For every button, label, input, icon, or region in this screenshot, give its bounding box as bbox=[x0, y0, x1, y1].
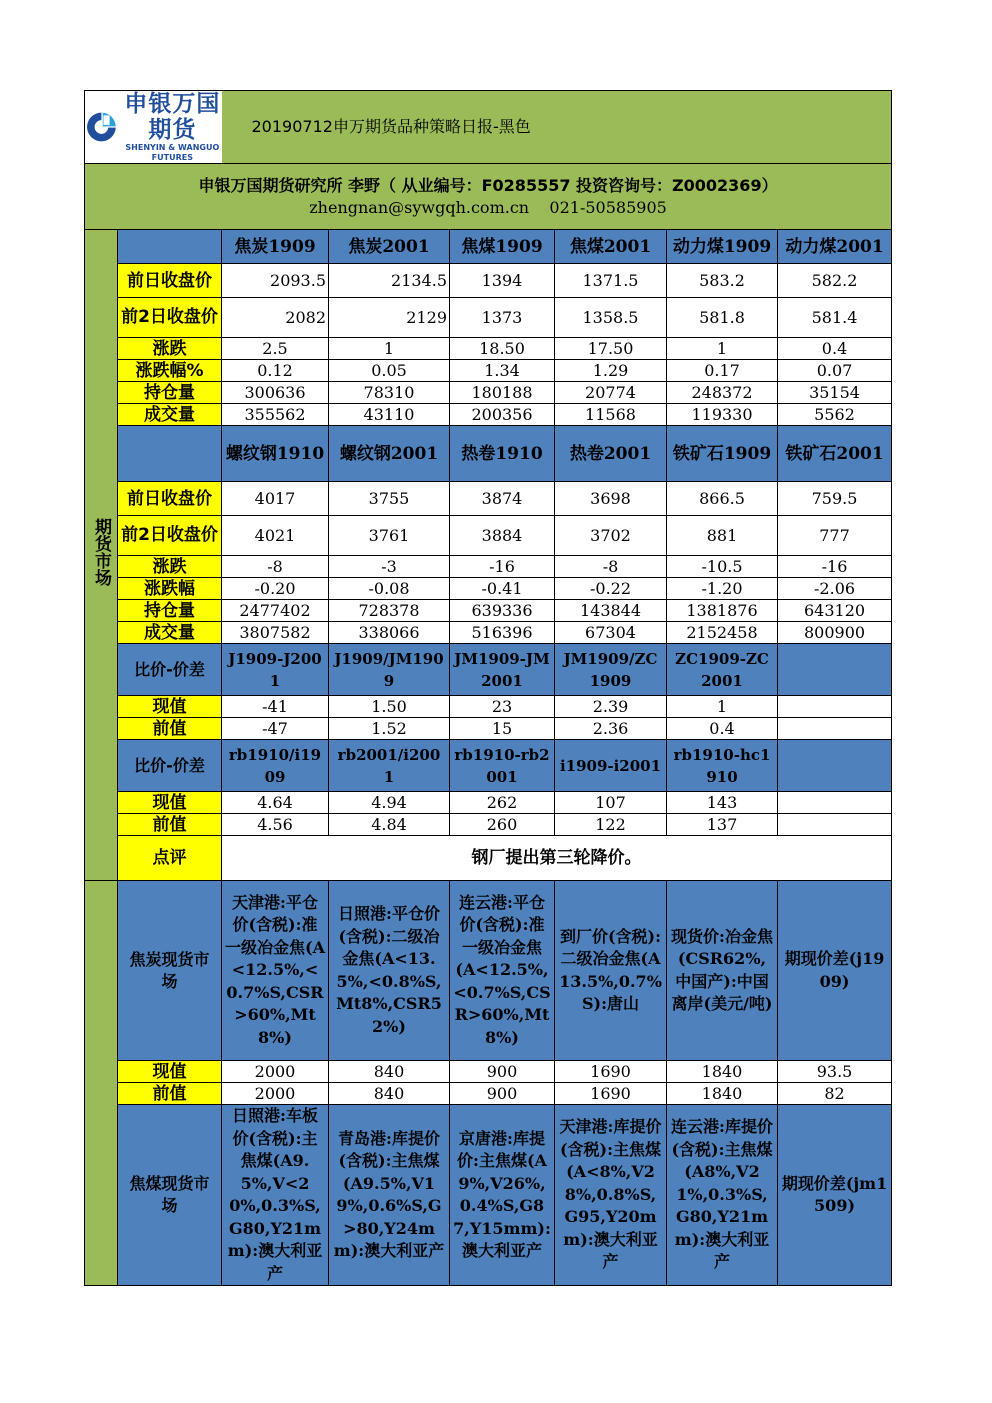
data-cell: 1394 bbox=[450, 264, 555, 298]
data-cell: 122 bbox=[555, 814, 667, 836]
data-cell: 338066 bbox=[329, 622, 450, 644]
contract-header: 铁矿石1909 bbox=[667, 426, 778, 482]
data-cell: 3884 bbox=[450, 516, 555, 556]
spread-header: rb1910/i1909 bbox=[222, 740, 329, 792]
author-line: 申银万国期货研究所 李野（ 从业编号：F0285557 投资咨询号：Z0002369） bbox=[198, 175, 778, 195]
data-cell: -16 bbox=[778, 556, 892, 578]
spot-header: 青岛港:库提价(含税):主焦煤(A9.5%,V19%,0.6%S,G>80,Y24mm):澳大利亚产 bbox=[329, 1105, 450, 1286]
contract-header: 焦煤1909 bbox=[450, 230, 555, 264]
spot-header: 天津港:库提价(含税):主焦煤(A<8%,V28%,0.8%S,G95,Y20mm):澳大利亚产 bbox=[555, 1105, 667, 1286]
data-cell: 262 bbox=[450, 792, 555, 814]
row-label: 持仓量 bbox=[118, 600, 222, 622]
data-cell: 3755 bbox=[329, 482, 450, 516]
spread-label: 比价-价差 bbox=[118, 644, 222, 696]
spot-header: 天津港:平仓价(含税):准一级冶金焦(A<12.5%,<0.7%S,CSR>60%,Mt8%) bbox=[222, 881, 329, 1061]
row-label: 前值 bbox=[118, 718, 222, 740]
row-label: 现值 bbox=[118, 696, 222, 718]
data-cell: 93.5 bbox=[778, 1061, 892, 1083]
data-cell: 0.4 bbox=[667, 718, 778, 740]
data-cell: 516396 bbox=[450, 622, 555, 644]
data-cell: 23 bbox=[450, 696, 555, 718]
table-row bbox=[85, 836, 892, 881]
data-cell: 2477402 bbox=[222, 600, 329, 622]
data-cell: 4.94 bbox=[329, 792, 450, 814]
data-cell: 3874 bbox=[450, 482, 555, 516]
data-cell: 2000 bbox=[222, 1061, 329, 1083]
data-cell: 1.52 bbox=[329, 718, 450, 740]
data-cell: -8 bbox=[555, 556, 667, 578]
data-cell: 3761 bbox=[329, 516, 450, 556]
author-contact-cell bbox=[85, 164, 892, 230]
row-label: 成交量 bbox=[118, 622, 222, 644]
table-row bbox=[85, 1061, 892, 1083]
table-row bbox=[85, 164, 892, 230]
data-cell: 3807582 bbox=[222, 622, 329, 644]
data-cell: 11568 bbox=[555, 404, 667, 426]
data-cell: 143844 bbox=[555, 600, 667, 622]
contract-header: 螺纹钢2001 bbox=[329, 426, 450, 482]
data-cell: 583.2 bbox=[667, 264, 778, 298]
row-label: 持仓量 bbox=[118, 382, 222, 404]
data-cell: 777 bbox=[778, 516, 892, 556]
spread-header bbox=[778, 740, 892, 792]
data-cell: 15 bbox=[450, 718, 555, 740]
spot-label: 焦炭现货市场 bbox=[118, 881, 222, 1061]
data-cell: 1.34 bbox=[450, 360, 555, 382]
data-cell: 4017 bbox=[222, 482, 329, 516]
spread-header: JM1909-JM2001 bbox=[450, 644, 555, 696]
data-cell: 2.39 bbox=[555, 696, 667, 718]
data-cell: 1381876 bbox=[667, 600, 778, 622]
data-cell: 1840 bbox=[667, 1061, 778, 1083]
data-cell: -41 bbox=[222, 696, 329, 718]
data-cell: 1371.5 bbox=[555, 264, 667, 298]
spread-header: rb1910-rb2001 bbox=[450, 740, 555, 792]
data-cell: 0.12 bbox=[222, 360, 329, 382]
table-row bbox=[85, 360, 892, 382]
row-label: 现值 bbox=[118, 1061, 222, 1083]
data-cell: 180188 bbox=[450, 382, 555, 404]
data-cell: 1358.5 bbox=[555, 298, 667, 338]
table-row bbox=[85, 740, 892, 792]
data-cell: -0.20 bbox=[222, 578, 329, 600]
data-cell: 4.84 bbox=[329, 814, 450, 836]
daily-report-sheet bbox=[84, 90, 891, 1286]
data-cell: 1690 bbox=[555, 1083, 667, 1105]
data-cell: 137 bbox=[667, 814, 778, 836]
data-cell: -0.08 bbox=[329, 578, 450, 600]
spot-header: 京唐港:库提价:主焦煤(A9%,V26%,0.4%S,G87,Y15mm):澳大利亚产 bbox=[450, 1105, 555, 1286]
side-label-futures bbox=[85, 230, 118, 881]
table-row bbox=[85, 230, 892, 264]
data-cell: -3 bbox=[329, 556, 450, 578]
data-cell: 20774 bbox=[555, 382, 667, 404]
data-cell: 1.29 bbox=[555, 360, 667, 382]
data-cell: 1 bbox=[329, 338, 450, 360]
table-row bbox=[85, 622, 892, 644]
data-cell: 78310 bbox=[329, 382, 450, 404]
spread-label: 比价-价差 bbox=[118, 740, 222, 792]
data-cell: 300636 bbox=[222, 382, 329, 404]
table-row bbox=[85, 338, 892, 360]
logo-mark-icon bbox=[85, 104, 119, 150]
data-cell: -10.5 bbox=[667, 556, 778, 578]
contract-header: 热卷1910 bbox=[450, 426, 555, 482]
table-row bbox=[85, 426, 892, 482]
spread-header: J1909/JM1909 bbox=[329, 644, 450, 696]
row-label: 涨跌 bbox=[118, 556, 222, 578]
spread-header: i1909-i2001 bbox=[555, 740, 667, 792]
spread-header: JM1909/ZC1909 bbox=[555, 644, 667, 696]
contract-header: 焦炭2001 bbox=[329, 230, 450, 264]
spread-header: rb1910-hc1910 bbox=[667, 740, 778, 792]
data-cell: 840 bbox=[329, 1061, 450, 1083]
data-cell: 2000 bbox=[222, 1083, 329, 1105]
row-label: 涨跌幅 bbox=[118, 578, 222, 600]
data-cell: 35154 bbox=[778, 382, 892, 404]
data-cell: 3698 bbox=[555, 482, 667, 516]
data-cell: 900 bbox=[450, 1061, 555, 1083]
data-cell: 119330 bbox=[667, 404, 778, 426]
logo-en-text: SHENYIN & WANGUO FUTURES bbox=[125, 143, 220, 162]
data-cell: 866.5 bbox=[667, 482, 778, 516]
comment-label: 点评 bbox=[118, 836, 222, 881]
table-row bbox=[85, 91, 892, 164]
spot-header: 现货价:冶金焦(CSR62%,中国产):中国离岸(美元/吨) bbox=[667, 881, 778, 1061]
data-cell bbox=[778, 792, 892, 814]
table-row bbox=[85, 578, 892, 600]
row-label: 成交量 bbox=[118, 404, 222, 426]
data-cell: 759.5 bbox=[778, 482, 892, 516]
spread-header: rb2001/i2001 bbox=[329, 740, 450, 792]
data-cell: 0.07 bbox=[778, 360, 892, 382]
data-cell: 1690 bbox=[555, 1061, 667, 1083]
spot-header: 期现价差(j1909) bbox=[778, 881, 892, 1061]
spot-header: 日照港:车板价(含税):主焦煤(A9.5%,V<20%,0.3%S,G80,Y21mm):澳大利亚产 bbox=[222, 1105, 329, 1286]
contract-header: 动力煤1909 bbox=[667, 230, 778, 264]
spot-label: 焦煤现货市场 bbox=[118, 1105, 222, 1286]
contact-line: zhengnan@sywgqh.com.cn 021-50585905 bbox=[309, 197, 667, 217]
data-cell: 2093.5 bbox=[222, 264, 329, 298]
data-cell: 582.2 bbox=[778, 264, 892, 298]
table-row bbox=[85, 1083, 892, 1105]
blank-header bbox=[118, 230, 222, 264]
data-cell: 200356 bbox=[450, 404, 555, 426]
row-label: 前值 bbox=[118, 1083, 222, 1105]
data-cell: -8 bbox=[222, 556, 329, 578]
row-label: 前值 bbox=[118, 814, 222, 836]
table-row bbox=[85, 404, 892, 426]
table-row bbox=[85, 1105, 892, 1286]
data-cell: 82 bbox=[778, 1083, 892, 1105]
contract-header: 动力煤2001 bbox=[778, 230, 892, 264]
data-cell: 643120 bbox=[778, 600, 892, 622]
report-table bbox=[84, 90, 892, 1286]
data-cell: 2.36 bbox=[555, 718, 667, 740]
row-label: 前日收盘价 bbox=[118, 482, 222, 516]
data-cell: 0.4 bbox=[778, 338, 892, 360]
table-row bbox=[85, 600, 892, 622]
data-cell: 43110 bbox=[329, 404, 450, 426]
row-label: 前日收盘价 bbox=[118, 264, 222, 298]
data-cell bbox=[778, 696, 892, 718]
data-cell: 1 bbox=[667, 696, 778, 718]
side-label-spot bbox=[85, 881, 118, 1286]
data-cell: 5562 bbox=[778, 404, 892, 426]
spot-header: 到厂价(含税):二级冶金焦(A13.5%,0.7%S):唐山 bbox=[555, 881, 667, 1061]
data-cell bbox=[778, 814, 892, 836]
spread-header bbox=[778, 644, 892, 696]
table-row bbox=[85, 482, 892, 516]
data-cell: 840 bbox=[329, 1083, 450, 1105]
data-cell: 4.56 bbox=[222, 814, 329, 836]
data-cell: 4.64 bbox=[222, 792, 329, 814]
data-cell: 67304 bbox=[555, 622, 667, 644]
data-cell: 248372 bbox=[667, 382, 778, 404]
data-cell: 2152458 bbox=[667, 622, 778, 644]
row-label: 前2日收盘价 bbox=[118, 298, 222, 338]
data-cell: 581.4 bbox=[778, 298, 892, 338]
blank-header bbox=[118, 426, 222, 482]
data-cell: 0.05 bbox=[329, 360, 450, 382]
table-row bbox=[85, 881, 892, 1061]
data-cell: 1840 bbox=[667, 1083, 778, 1105]
data-cell: 800900 bbox=[778, 622, 892, 644]
data-cell: 1 bbox=[667, 338, 778, 360]
data-cell: -2.06 bbox=[778, 578, 892, 600]
data-cell: -0.22 bbox=[555, 578, 667, 600]
data-cell: 2129 bbox=[329, 298, 450, 338]
logo-cn-text: 申银万国期货 bbox=[124, 91, 221, 143]
contract-header: 焦炭1909 bbox=[222, 230, 329, 264]
data-cell: 4021 bbox=[222, 516, 329, 556]
side-label-text: 期货市场 bbox=[91, 518, 111, 586]
spread-header: J1909-J2001 bbox=[222, 644, 329, 696]
data-cell bbox=[778, 718, 892, 740]
contract-header: 铁矿石2001 bbox=[778, 426, 892, 482]
table-row bbox=[85, 814, 892, 836]
contract-header: 螺纹钢1910 bbox=[222, 426, 329, 482]
spot-header: 连云港:库提价(含税):主焦煤(A8%,V21%,0.3%S,G80,Y21mm):澳大利亚产 bbox=[667, 1105, 778, 1286]
spot-header: 日照港:平仓价(含税):二级冶金焦(A<13.5%,<0.8%S,Mt8%,CSR52%) bbox=[329, 881, 450, 1061]
data-cell: 355562 bbox=[222, 404, 329, 426]
data-cell: 2082 bbox=[222, 298, 329, 338]
data-cell: 639336 bbox=[450, 600, 555, 622]
table-row bbox=[85, 718, 892, 740]
data-cell: 0.17 bbox=[667, 360, 778, 382]
data-cell: -0.41 bbox=[450, 578, 555, 600]
data-cell: -16 bbox=[450, 556, 555, 578]
row-label: 前2日收盘价 bbox=[118, 516, 222, 556]
logo-cell bbox=[85, 91, 222, 164]
report-title: 20190712申万期货品种策略日报-黑色 bbox=[222, 91, 892, 164]
data-cell: 107 bbox=[555, 792, 667, 814]
spot-header: 期现价差(jm1509) bbox=[778, 1105, 892, 1286]
data-cell: 18.50 bbox=[450, 338, 555, 360]
data-cell: 2134.5 bbox=[329, 264, 450, 298]
contract-header: 焦煤2001 bbox=[555, 230, 667, 264]
data-cell: 881 bbox=[667, 516, 778, 556]
data-cell: 143 bbox=[667, 792, 778, 814]
data-cell: 3702 bbox=[555, 516, 667, 556]
table-row bbox=[85, 264, 892, 298]
data-cell: 1.50 bbox=[329, 696, 450, 718]
company-logo bbox=[85, 91, 222, 163]
data-cell: 900 bbox=[450, 1083, 555, 1105]
table-row bbox=[85, 792, 892, 814]
table-row bbox=[85, 696, 892, 718]
data-cell: -1.20 bbox=[667, 578, 778, 600]
row-label: 涨跌幅% bbox=[118, 360, 222, 382]
contract-header: 热卷2001 bbox=[555, 426, 667, 482]
table-row bbox=[85, 516, 892, 556]
row-label: 现值 bbox=[118, 792, 222, 814]
data-cell: 2.5 bbox=[222, 338, 329, 360]
data-cell: 581.8 bbox=[667, 298, 778, 338]
table-row bbox=[85, 644, 892, 696]
table-row bbox=[85, 382, 892, 404]
data-cell: 17.50 bbox=[555, 338, 667, 360]
comment-text: 钢厂提出第三轮降价。 bbox=[222, 836, 892, 881]
data-cell: 260 bbox=[450, 814, 555, 836]
row-label: 涨跌 bbox=[118, 338, 222, 360]
table-row bbox=[85, 298, 892, 338]
table-row bbox=[85, 556, 892, 578]
spread-header: ZC1909-ZC2001 bbox=[667, 644, 778, 696]
spot-header: 连云港:平仓价(含税):准一级冶金焦(A<12.5%,<0.7%S,CSR>60%,Mt8%) bbox=[450, 881, 555, 1061]
data-cell: 1373 bbox=[450, 298, 555, 338]
data-cell: 728378 bbox=[329, 600, 450, 622]
data-cell: -47 bbox=[222, 718, 329, 740]
